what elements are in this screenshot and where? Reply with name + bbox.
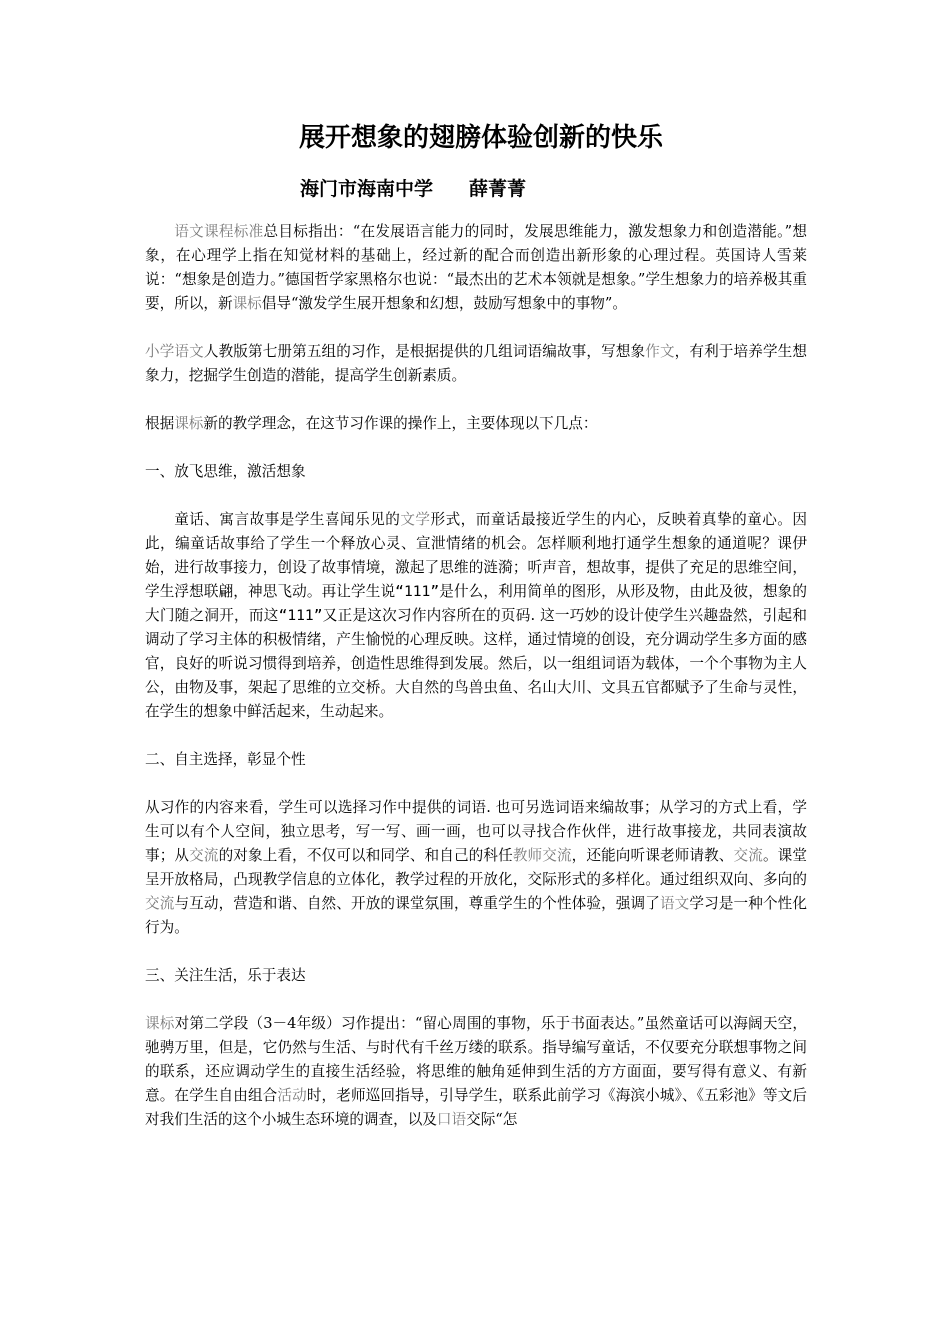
quoted-number: “111” [278,607,323,624]
link-chinese[interactable]: 语文 [659,895,690,912]
paragraph-text: 时，老师巡回指导，引导学生，联系此前学习《海滨小城》、《五彩池》等文后对我们生活的这个小城生态环境的调查，以及 [145,1087,807,1128]
link-activity[interactable]: 活动 [277,1087,307,1104]
paragraph-intro [145,220,807,316]
paragraph-text: 交际“怎 [466,1111,518,1128]
link-curriculum[interactable]: 课标 [232,295,262,312]
link-literature[interactable]: 文学 [400,511,431,528]
paragraph-text: ，有利于培养学生想象力，挖掘学生创造的潜能，提高学生创新素质。 [145,343,807,384]
link-composition[interactable]: 作文 [645,343,675,360]
paragraph-text: 倡导“激发学生展开想象和幻想，鼓励写想象中的事物”。 [261,295,627,312]
paragraph-section-1 [145,508,807,724]
paragraph-textbook [145,340,807,388]
paragraph-text: 根据 [145,415,175,432]
link-curriculum[interactable]: 课标 [145,1015,175,1032]
link-oral-language[interactable]: 口语 [436,1111,467,1128]
paragraph-section-3 [145,1012,807,1132]
paragraph-text: ，还能向听课老师请教、 [571,847,734,864]
paragraph-section-2 [145,796,807,940]
document-title: 展开想象的翅膀体验创新的快乐 [298,123,663,153]
paragraph-text: 又正是这次习作内容所在的页码. 这一巧妙的设计使学生兴趣盎然，引起和调动了学习主体的积极情绪，产生愉悦的心理反映。这样，通过情境的创设，充分调动学生多方面的感官，良好的听说习惯得到培养，创造性思维得到发展。然后，以一组组词语为载体，一个个事物为主人公，由物及事，架起了思维的立交桥。大自然的鸟兽虫鱼、名山大川、文具五官都赋予了生命与灵性，在学生的想象中鲜活起来，生动起来。 [145,607,807,720]
paragraph-text: 形式，而童话最接近学生的内心，反映着真挚的童心。因此，编童话故事给了学生一个释放心灵、宣泄情绪的机会。怎样顺利地打通学生想象的通道呢？课伊始，进行故事接力，创设了故事情境，激起了思维的涟漪；听声音，想故事，提供了充足的思维空间，学生浮想联翩，神思飞动。再让学生说 [145,511,807,600]
link-curriculum[interactable]: 课标 [174,415,204,432]
paragraph-text: 与互动，营造和谐、自然、开放的课堂氛围，尊重学生的个性体验，强调了 [174,895,660,912]
author-school: 海门市海南中学 [300,178,434,200]
section-heading-2: 二、自主选择，彰显个性 [145,751,306,768]
link-communication[interactable]: 交流 [733,847,763,864]
link-communication[interactable]: 交流 [145,895,175,912]
paragraph-text: 人教版第七册第五组的习作，是根据提供的几组词语编故事，写想象 [203,343,646,360]
quoted-number: “111” [395,583,440,600]
paragraph-text: 是什么，利用简单的图形，从形及物，由此及彼，想象的大门随之洞开，而这 [145,583,807,624]
paragraph-text: 学习是一种个性化行为。 [145,895,807,936]
paragraph-text: 的对象上看，不仅可以和同学、和自己的科任 [218,847,513,864]
paragraph-principles [145,412,807,436]
author-line [145,174,807,204]
document-page [145,118,807,1132]
section-heading-1: 一、放飞思维，激活想象 [145,463,306,480]
link-curriculum-standard[interactable]: 语文课程标准 [174,223,264,240]
paragraph-text: 新的教学理念，在这节习作课的操作上，主要体现以下几点： [203,415,598,432]
link-communication[interactable]: 交流 [189,847,219,864]
link-teacher-communication[interactable]: 教师交流 [512,847,572,864]
paragraph-text: 对第二学段（3－4年级）习作提出：“留心周围的事物，乐于书面表达。”虽然童话可以海阔天空，驰骋万里，但是，它仍然与生活、与时代有千丝万缕的联系。指导编写童话，不仅要充分联想事物之间的联系，还应调动学生的直接生活经验，将思维的触角延伸到生活的方方面面，要写得有意义、有新意。在学生自由组合 [145,1015,807,1104]
author-name: 薛菁菁 [469,178,527,200]
paragraph-text: 。课堂呈开放格局，凸现教学信息的立体化，教学过程的开放化，交际形式的多样化。通过组织双向、多向的 [145,847,807,888]
paragraph-text: 总目标指出：“在发展语言能力的同时，发展思维能力，激发想象力和创造潜能。”想象，在心理学上指在知觉材料的基础上，经过新的配合而创造出新形象的心理过程。英国诗人雪莱说：“想象是创造力。”德国哲学家黑格尔也说：“最杰出的艺术本领就是想象。”学生想象力的培养极其重要，所以，新 [145,223,807,312]
paragraph-text: 童话、寓言故事是学生喜闻乐见的 [174,511,401,528]
section-heading-3: 三、关注生活，乐于表达 [145,967,306,984]
paragraph-text: 从习作的内容来看，学生可以选择习作中提供的词语. 也可另选词语来编故事；从学习的方式上看，学生可以有个人空间，独立思考，写一写、画一画，也可以寻找合作伙伴，进行故事接龙，共同表演故事；从 [145,799,807,864]
link-primary-chinese[interactable]: 小学语文 [145,343,204,360]
